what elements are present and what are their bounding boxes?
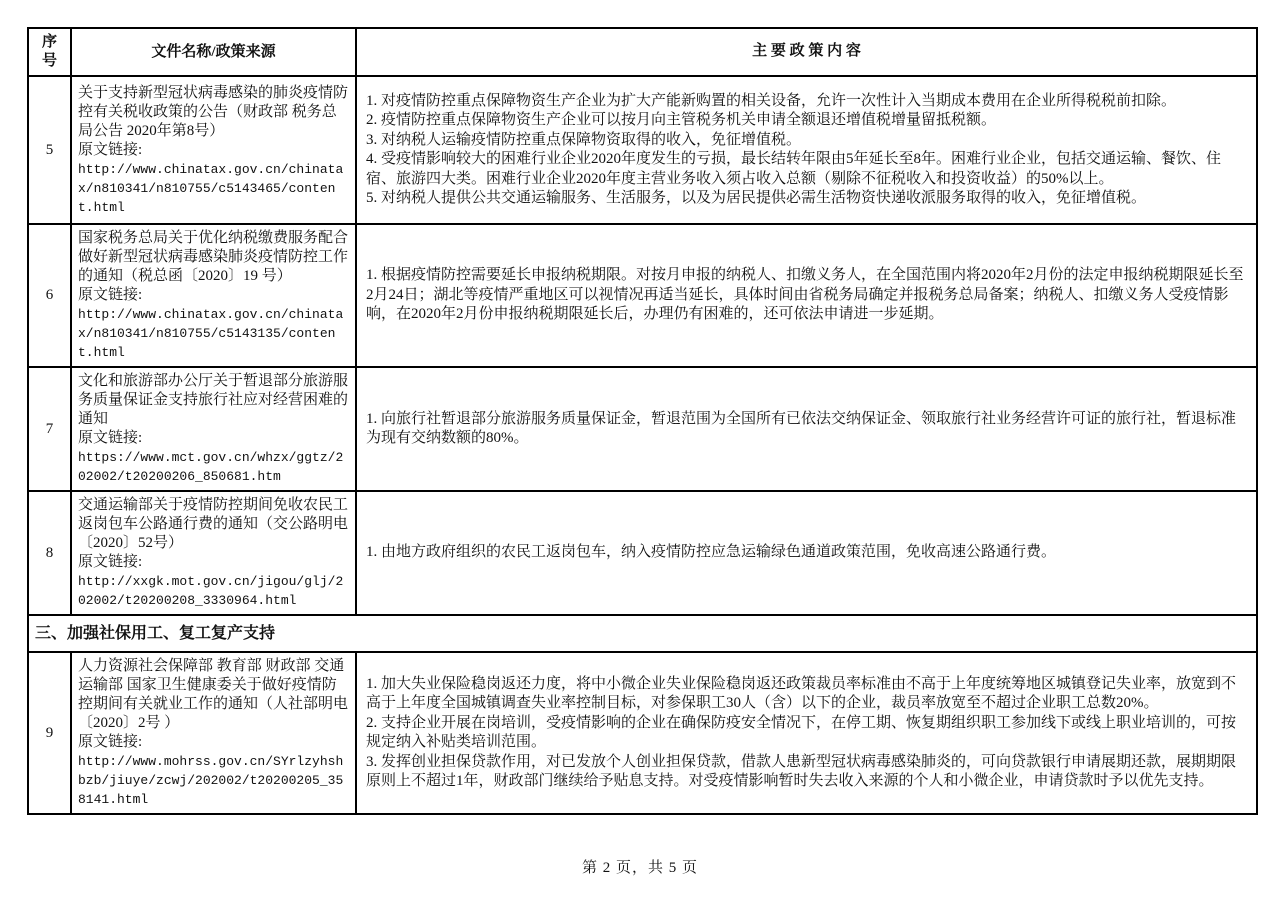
table-row — [29, 368, 1256, 492]
policy-table — [27, 27, 1258, 815]
row-number: 8 — [29, 492, 72, 614]
link-label: 原文链接: — [78, 141, 143, 158]
table-row — [29, 492, 1256, 616]
doc-title: 交通运输部关于疫情防控期间免收农民工返岗包车公路通行费的通知（交公路明电〔2020〕52号） — [78, 497, 349, 551]
policy-content — [357, 492, 1256, 614]
doc-url: http://www.chinatax.gov.cn/chinatax/n810341/n810755/c5143135/content.html — [78, 307, 344, 360]
link-label: 原文链接: — [78, 287, 143, 303]
table-row — [29, 77, 1256, 225]
table-row — [29, 225, 1256, 368]
doc-title: 人力资源社会保障部 教育部 财政部 交通运输部 国家卫生健康委关于做好疫情防控期间有关就业工作的通知（人社部明电〔2020〕2号 ） — [78, 658, 349, 731]
source-cell — [72, 368, 357, 490]
doc-url: https://www.mct.gov.cn/whzx/ggtz/202002/t20200206_850681.htm — [78, 450, 344, 484]
policy-item: 1. 对疫情防控重点保障物资生产企业为扩大产能新购置的相关设备，允许一次性计入当期成本费用在企业所得税税前扣除。 — [366, 92, 1177, 109]
source-cell — [72, 492, 357, 614]
policy-item: 3. 对纳税人运输疫情防控重点保障物资取得的收入，免征增值税。 — [366, 131, 802, 148]
doc-title: 文化和旅游部办公厅关于暂退部分旅游服务质量保证金支持旅行社应对经营困难的通知 — [78, 373, 349, 427]
policy-content — [357, 225, 1256, 366]
source-cell — [72, 225, 357, 366]
policy-item: 4. 受疫情影响较大的困难行业企业2020年度发生的亏损，最长结转年限由5年延长至8年。困难行业企业，包括交通运输、餐饮、住宿、旅游四大类。困难行业企业2020年度主营业务收入须占收入总额（剔除不征税收入和投资收益）的50%以上。 — [366, 151, 1222, 187]
policy-item: 2. 疫情防控重点保障物资生产企业可以按月向主管税务机关申请全额退还增值税增量留抵税额。 — [366, 112, 997, 128]
policy-item: 2. 支持企业开展在岗培训，受疫情影响的企业在确保防疫安全情况下，在停工期、恢复期组织职工参加线下或线上职业培训的，可按规定纳入补贴类培训范围。 — [366, 714, 1237, 750]
table-row — [29, 653, 1256, 813]
row-number: 7 — [29, 368, 72, 490]
source-cell — [72, 653, 357, 813]
page-footer: 第 2 页，共 5 页 — [581, 860, 698, 876]
link-label: 原文链接: — [78, 430, 143, 446]
doc-url: http://www.mohrss.gov.cn/SYrlzyhshbzb/jiuye/zcwj/202002/t20200205_358141.html — [78, 754, 344, 807]
source-cell — [72, 77, 357, 223]
row-number: 6 — [29, 225, 72, 366]
doc-title: 国家税务总局关于优化纳税缴费服务配合做好新型冠状病毒感染肺炎疫情防控工作的通知（税总函〔2020〕19 号） — [78, 230, 349, 284]
policy-item: 3. 发挥创业担保贷款作用，对已发放个人创业担保贷款，借款人患新型冠状病毒感染肺炎的，可向贷款银行申请展期还款，展期期限原则上不超过1年，财政部门继续给予贴息支持。对受疫情影响暂时失去收入来源的个人和小微企业，申请贷款时予以优先支持。 — [366, 753, 1237, 789]
section-title: 三、加强社保用工、复工复产支持 — [35, 625, 276, 642]
policy-item: 1. 根据疫情防控需要延长申报纳税期限。对按月申报的纳税人、扣缴义务人，在全国范围内将2020年2月份的法定申报纳税期限延长至2月24日；湖北等疫情严重地区可以视情况再适当延长，具体时间由省税务局确定并报税务总局备案；纳税人、扣缴义务人受疫情影响，在2020年2月份申报纳税期限延长后，办理仍有困难的，还可依法申请进一步延期。 — [366, 267, 1244, 323]
row-number: 5 — [29, 77, 72, 223]
policy-item: 1. 由地方政府组织的农民工返岗包车，纳入疫情防控应急运输绿色通道政策范围，免收高速公路通行费。 — [366, 544, 1057, 561]
policy-item: 5. 对纳税人提供公共交通运输服务、生活服务，以及为居民提供必需生活物资快递收派服务取得的收入，免征增值税。 — [366, 190, 1147, 206]
policy-content — [357, 653, 1256, 813]
doc-title: 关于支持新型冠状病毒感染的肺炎疫情防控有关税收政策的公告（财政部 税务总局公告 2020年第8号） — [78, 84, 349, 139]
row-number: 9 — [29, 653, 72, 813]
header-cell-content: 主 要 政 策 内 容 — [752, 43, 861, 60]
link-label: 原文链接: — [78, 734, 143, 750]
header-cell-source: 文件名称/政策来源 — [72, 29, 357, 75]
section-header-row — [29, 616, 1256, 653]
doc-url: http://www.chinatax.gov.cn/chinatax/n810341/n810755/c5143465/content.html — [78, 161, 344, 215]
policy-content — [357, 368, 1256, 490]
policy-item: 1. 加大失业保险稳岗返还力度，将中小微企业失业保险稳岗返还政策裁员率标准由不高于上年度统筹地区城镇登记失业率，放宽到不高于上年度全国城镇调查失业率控制目标，对参保职工30人（含）以下的企业，裁员率放宽至不超过企业职工总数20%。 — [366, 675, 1237, 711]
doc-url: http://xxgk.mot.gov.cn/jigou/glj/202002/t20200208_3330964.html — [78, 574, 344, 608]
policy-content — [357, 77, 1256, 223]
link-label: 原文链接: — [78, 554, 143, 570]
header-cell-no: 序号 — [29, 29, 72, 75]
table-header-row — [29, 29, 1256, 77]
policy-item: 1. 向旅行社暂退部分旅游服务质量保证金，暂退范围为全国所有已依法交纳保证金、领取旅行社业务经营许可证的旅行社，暂退标准为现有交纳数额的80%。 — [366, 410, 1237, 446]
